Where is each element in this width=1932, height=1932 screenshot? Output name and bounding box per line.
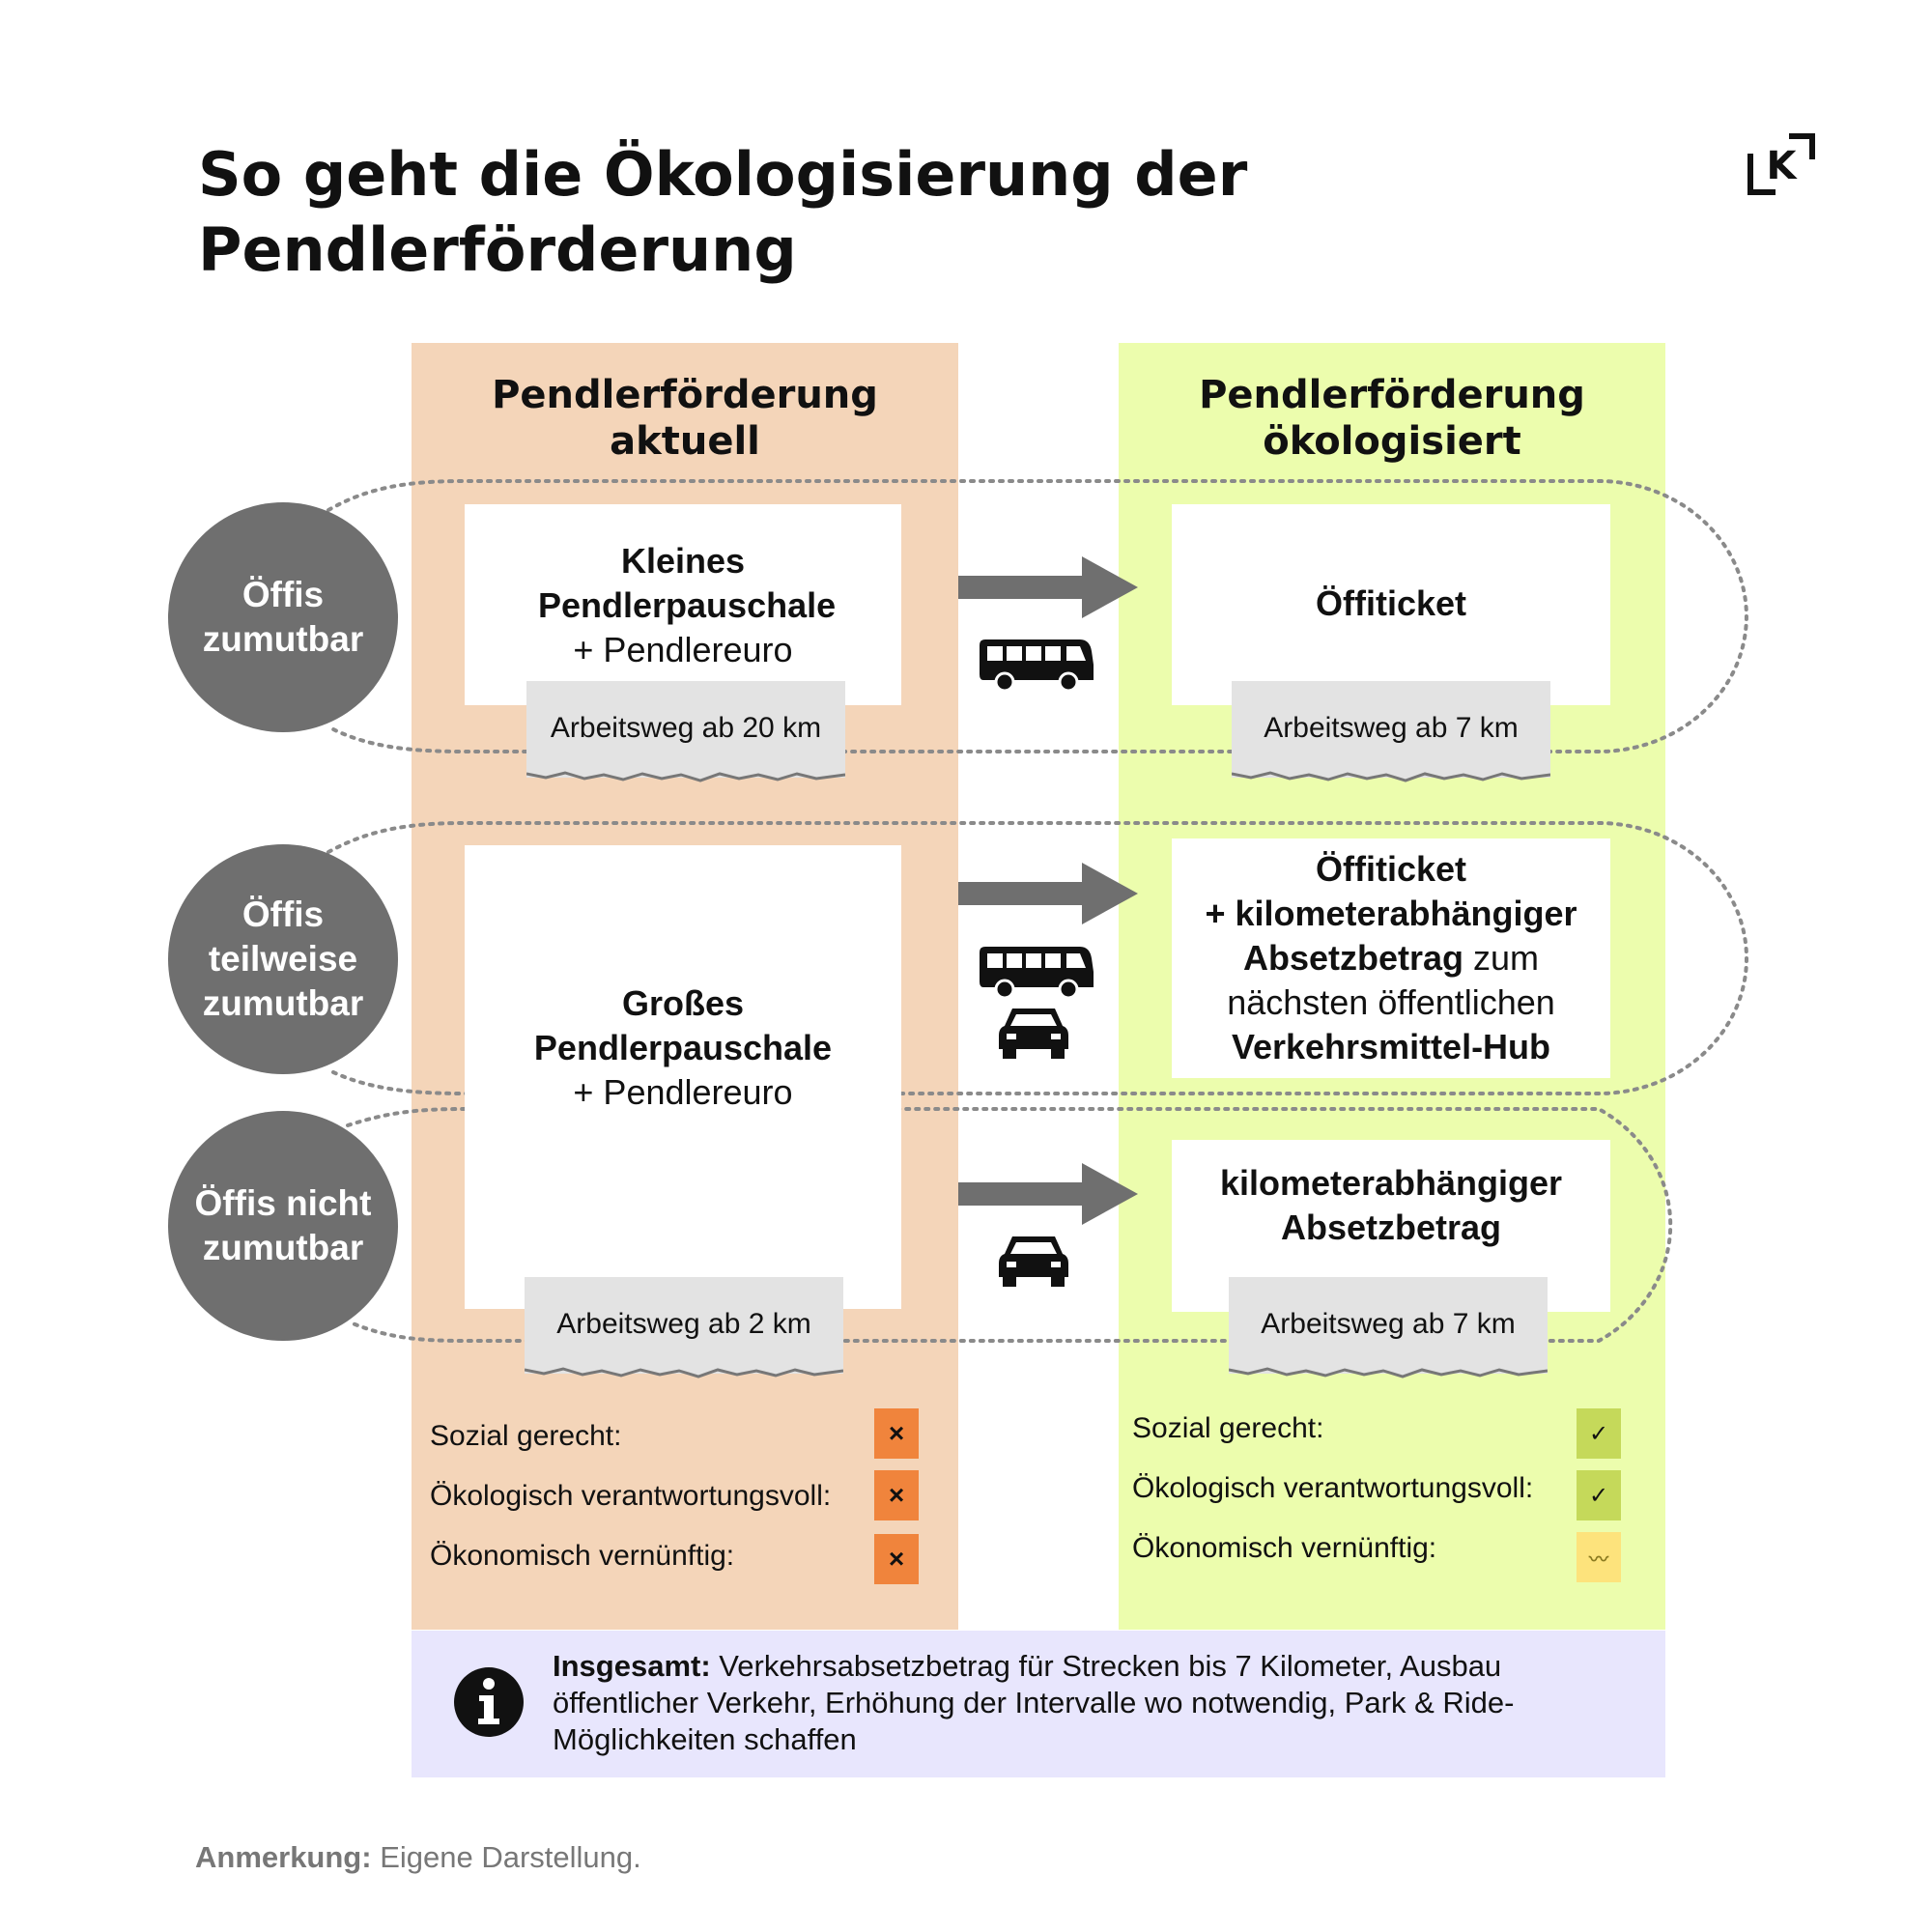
box-kleines-pendlerpauschale <box>465 504 901 705</box>
distance-tag-label: Arbeitsweg ab 20 km <box>550 712 822 744</box>
box-title: kilometerabhängiger Absetzbetrag <box>1219 1163 1563 1247</box>
torn-edge <box>525 1366 843 1383</box>
box-title: Öffiticket <box>1315 583 1467 623</box>
rating-label-sozial: Sozial gerecht: <box>1132 1412 1324 1444</box>
box-oeffiticket-plus-absetzbetrag <box>1172 838 1610 1078</box>
logo-letter: K <box>1766 144 1797 188</box>
arrow-right-icon <box>958 863 1138 924</box>
summary-box <box>412 1631 1665 1777</box>
arrow-right-icon <box>958 556 1138 618</box>
circle-oeffis-teilweise <box>168 844 398 1074</box>
summary-text: Insgesamt: Verkehrsabsetzbetrag für Strecken bis 7 Kilometer, Ausbau öffentlicher Verkehr, Erhöhung der Intervalle wo notwendig, Park & Ride-Möglichkeiten schaffen <box>553 1649 1515 1756</box>
rating-label-oekonomisch: Ökonomisch vernünftig: <box>430 1540 735 1572</box>
distance-tag <box>1229 1277 1548 1374</box>
box-line: Absetzbetrag zum <box>1242 938 1540 978</box>
box-grosses-pendlerpauschale <box>465 845 901 1309</box>
wavy-line-icon: 〰 <box>1577 1532 1621 1582</box>
box-oeffiticket <box>1172 504 1610 705</box>
cross-icon: × <box>874 1408 919 1459</box>
torn-edge <box>1232 770 1550 787</box>
rating-label-oekologisch: Ökologisch verantwortungsvoll: <box>1132 1472 1534 1504</box>
check-icon: ✓ <box>1577 1408 1621 1459</box>
circle-label: Öffis teilweise zumutbar <box>202 895 364 1023</box>
cross-icon: × <box>874 1470 919 1520</box>
torn-edge <box>526 770 845 787</box>
check-icon: ✓ <box>1577 1470 1621 1520</box>
car-icon <box>999 1233 1068 1287</box>
box-line: Öffiticket <box>1315 849 1467 889</box>
footnote: Anmerkung: Eigene Darstellung. <box>195 1840 641 1874</box>
box-line: + kilometerabhängiger <box>1205 894 1577 933</box>
box-line: Verkehrsmittel-Hub <box>1231 1027 1551 1066</box>
info-icon <box>454 1667 524 1737</box>
circle-label: Öffis zumutbar <box>202 575 364 659</box>
column-header-ecological: Pendlerförderung ökologisiert <box>1199 373 1585 464</box>
distance-tag-label: Arbeitsweg ab 7 km <box>1264 712 1519 744</box>
circle-oeffis-zumutbar <box>168 502 398 732</box>
box-line: nächsten öffentlichen <box>1227 982 1555 1022</box>
rating-label-oekonomisch: Ökonomisch vernünftig: <box>1132 1532 1437 1564</box>
distance-tag-label: Arbeitsweg ab 2 km <box>556 1308 811 1340</box>
torn-edge <box>1229 1366 1548 1383</box>
box-title: Großes Pendlerpauschale <box>533 983 833 1067</box>
page-title: So geht die Ökologisierung der Pendlerförderung <box>198 139 1248 285</box>
box-title: Kleines Pendlerpauschale <box>538 541 837 625</box>
car-icon <box>999 1005 1068 1059</box>
rating-label-oekologisch: Ökologisch verantwortungsvoll: <box>430 1480 832 1512</box>
distance-tag <box>1232 681 1550 778</box>
circle-oeffis-nicht <box>168 1111 398 1341</box>
distance-tag-label: Arbeitsweg ab 7 km <box>1261 1308 1516 1340</box>
distance-tag <box>525 1277 843 1374</box>
arrow-right-icon <box>958 1163 1138 1225</box>
bus-icon <box>980 945 1094 999</box>
circle-label: Öffis nicht zumutbar <box>194 1183 372 1267</box>
rating-label-sozial: Sozial gerecht: <box>430 1420 622 1452</box>
cross-icon: × <box>874 1534 919 1584</box>
distance-tag <box>526 681 845 778</box>
column-header-current: Pendlerförderung aktuell <box>492 373 878 464</box>
box-subtitle: + Pendlereuro <box>573 630 793 669</box>
bus-icon <box>980 638 1094 692</box>
box-subtitle: + Pendlereuro <box>573 1072 793 1112</box>
